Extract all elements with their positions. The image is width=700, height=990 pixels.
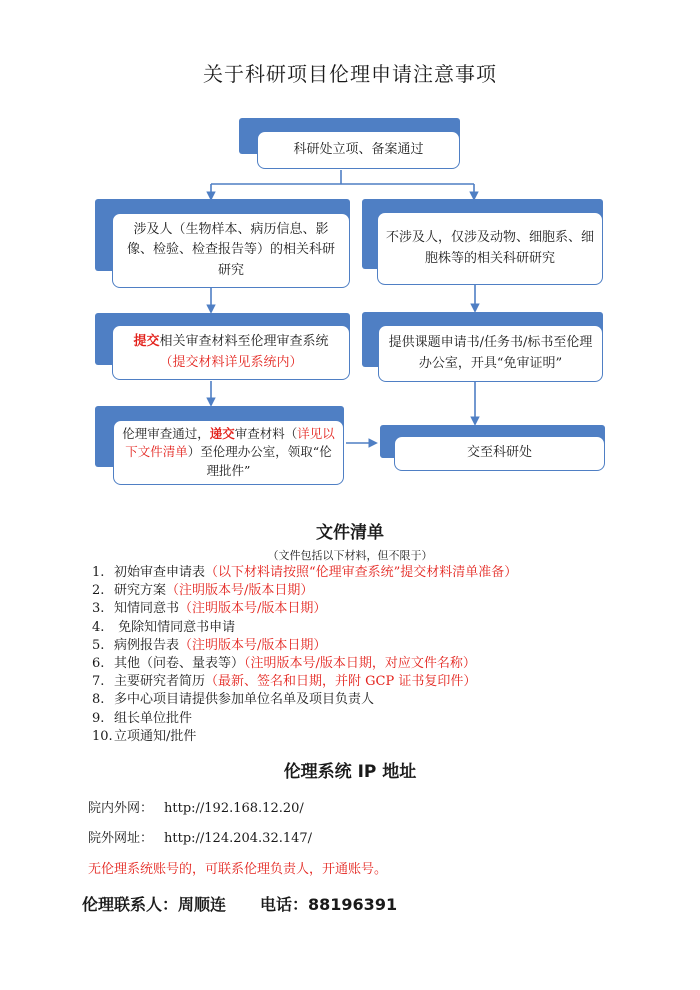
flow-right-step3-text: 交至科研处 xyxy=(466,445,532,461)
list-item: 6. 其他（问卷、量表等）（注明版本号/版本日期，对应文件名称） xyxy=(92,655,476,671)
list-item: 4. 免除知情同意书申请 xyxy=(92,619,236,635)
ip-outer-row xyxy=(88,827,312,846)
ip-section-title: 伦理系统 IP 地址 xyxy=(283,762,417,782)
flow-right-branch-text: 不涉及人，仅涉及动物、细胞系、细胞株等的相关科研研究 xyxy=(386,230,595,266)
submit-text: 相关审查材料至伦理审查系统 xyxy=(159,334,329,350)
contact-person: 伦理联系人：周顺连 xyxy=(82,895,227,914)
list-item: 9. 组长单位批件 xyxy=(92,710,193,726)
list-item: 1. 初始审查申请表（以下材料请按照“伦理审查系统”提交材料清单准备） xyxy=(92,565,518,580)
doc-list-note: （文件包括以下材料，但不限于） xyxy=(267,549,433,562)
contact-phone: 电话：88196391 xyxy=(260,895,398,914)
doc-list-title: 文件清单 xyxy=(316,523,384,543)
deliver-note: 详见以下文件清单 xyxy=(125,426,335,460)
submit-highlight: 提交 xyxy=(133,334,160,350)
ip-account-note: 无伦理系统账号的，可联系伦理负责人，开通账号。 xyxy=(88,862,388,877)
flow-left-branch-text: 涉及人（生物样本、病历信息、影像、检验、检查报告等）的相关科研研究 xyxy=(126,222,335,278)
list-item: 10.立项通知/批件 xyxy=(92,728,197,744)
list-item: 7. 主要研究者简历（最新、签名和日期，并附 GCP 证书复印件） xyxy=(92,674,477,690)
list-item: 5. 病例报告表（注明版本号/版本日期） xyxy=(92,637,327,653)
flow-right-step2-text: 提供课题申请书/任务书/标书至伦理办公室，开具“免审证明” xyxy=(388,335,593,371)
page-title: 关于科研项目伦理申请注意事项 xyxy=(203,62,497,86)
list-item: 2. 研究方案（注明版本号/版本日期） xyxy=(92,583,314,599)
submit-note: （提交材料详见系统内） xyxy=(159,354,303,370)
doc-list xyxy=(92,564,652,746)
ip-inner-label: 院内外网： xyxy=(88,801,154,816)
list-item: 3. 知情同意书（注明版本号/版本日期） xyxy=(92,601,327,617)
ip-outer-url[interactable]: http://124.204.32.147/ xyxy=(164,831,313,846)
ip-inner-row xyxy=(88,797,304,816)
ip-inner-url[interactable]: http://192.168.12.20/ xyxy=(164,801,304,816)
flow-start-text: 科研处立项、备案通过 xyxy=(293,141,424,157)
ip-outer-label: 院外网址： xyxy=(88,831,154,846)
deliver-highlight: 递交 xyxy=(209,426,235,442)
list-item: 8. 多中心项目请提供参加单位名单及项目负责人 xyxy=(92,692,375,708)
contact-line xyxy=(82,892,397,915)
